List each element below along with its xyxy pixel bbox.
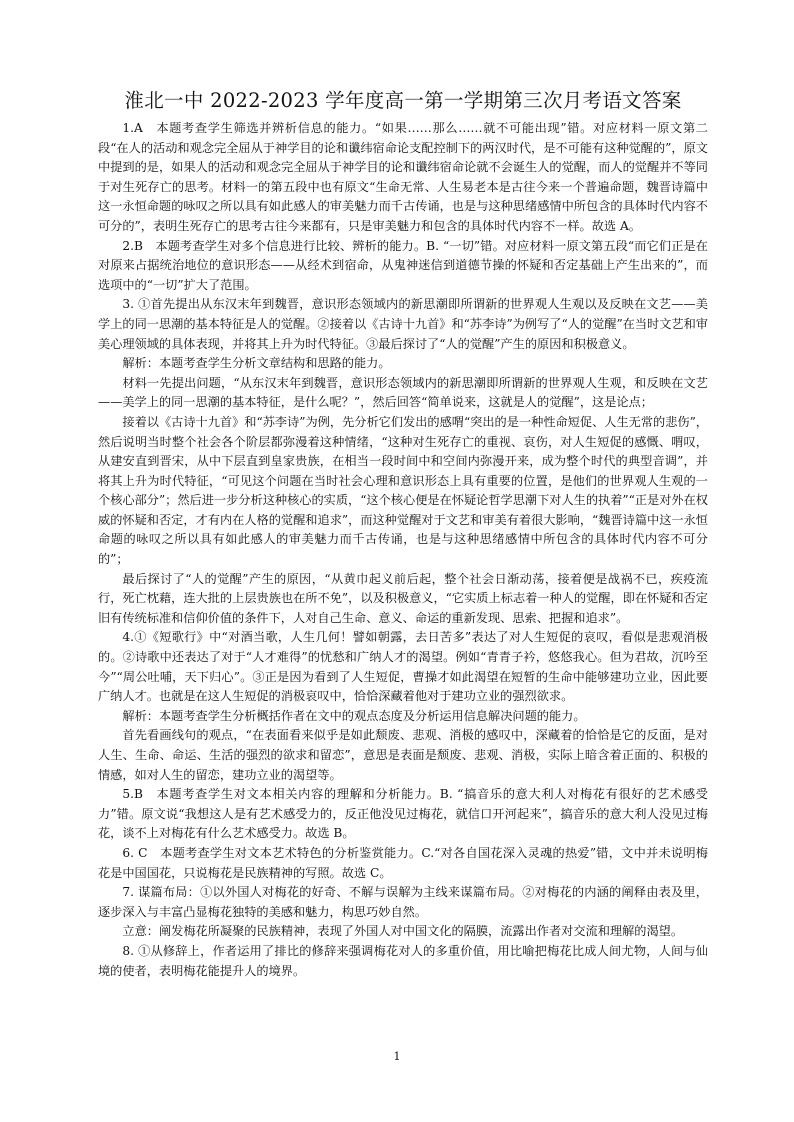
paragraph-q4-analysis-body: 首先看画线句的观点，“在表面看来似乎是如此颓废、悲观、消极的感叹中，深藏着的恰恰是它的反面，是对人生、生命、命运、生活的强烈的欲求和留恋”，意思是表面是颓废、悲观、消极，实际上暗含着正面的、积极的情感，如对人生的留恋，建功立业的渴望等。 xyxy=(98,728,708,782)
paragraph-q2-answer: 2.B 本题考查学生对多个信息进行比较、辨析的能力。B. “一切”错。对应材料一原文第五段“而它们正是在对原来占据统治地位的意识形态——从经术到宿命，从鬼神迷信到道德节操的怀疑和否定基础上产生出来的”，而选项中的“一切”扩大了范围。 xyxy=(98,238,708,292)
page-number: 1 xyxy=(393,1050,401,1063)
document-body xyxy=(98,119,708,981)
paragraph-q7-theme: 立意：阐发梅花所凝聚的民族精神，表现了外国人对中国文化的隔膜，流露出作者对交流和理解的渴望。 xyxy=(122,924,684,939)
paragraph-q3-answer: 3. ①首先提出从东汉末年到魏晋，意识形态领域内的新思潮即所谓新的世界观人生观以及反映在文艺——美学上的同一思潮的基本特征是人的觉醒。②接着以《古诗十九首》和“苏李诗”为例写了“人的觉醒”在当时文艺和审美心理领域的具体表现，并将其上升为时代特征。③最后探讨了“人的觉醒”产生的原因和积极意义。 xyxy=(98,297,708,351)
paragraph-q4-analysis: 解析：本题考查学生分析概括作者在文中的观点态度及分析运用信息解决问题的能力。 xyxy=(122,708,586,723)
paragraph-q3-analysis-conclusion: 最后探讨了“人的觉醒”产生的原因，“从黄巾起义前后起，整个社会日渐动荡，接着便是战祸不已，疾疫流行，死亡枕藉，连大批的上层贵族也在所不免”，以及积极意义，“它实质上标志着一种人的觉醒，即在怀疑和否定旧有传统标准和信仰价值的条件下，人对自己生命、意义、命运的重新发现、思索、把握和追求”。 xyxy=(98,571,708,625)
paragraph-q5-answer: 5.B 本题考查学生对文本相关内容的理解和分析能力。B. “搞音乐的意大利人对梅花有很好的艺术感受力”错。原文说“我想这人是有艺术感受力的，反正他没见过梅花，就信口开河起来”，搞音乐的意大利人没见过梅花，谈不上对梅花有什么艺术感受力。故选 B。 xyxy=(98,787,708,841)
paragraph-q8-answer: 8. ①从修辞上，作者运用了排比的修辞来强调梅花对人的多重价值，用比喻把梅花比成人间尤物，人间与仙境的使者，表明梅花能提升人的境界。 xyxy=(98,943,708,978)
paragraph-q4-answer: 4.①《短歌行》中“对酒当歌，人生几何！譬如朝露，去日苦多”表达了对人生短促的哀叹，看似是悲观消极的。②诗歌中还表达了对于“人才难得”的忧愁和广纳人才的渴望。例如“青青子衿，悠悠我心。但为君故，沉吟至今”“周公吐哺，天下归心”。③正是因为看到了人生短促，曹操才如此渴望在短暂的生命中能够建功立业，因此要广纳人才。也就是在这人生短促的消极哀叹中，恰恰深藏着他对于建功立业的强烈欲求。 xyxy=(98,630,708,704)
paragraph-q3-analysis-body: 接着以《古诗十九首》和“苏李诗”为例，先分析它们发出的感喟“突出的是一种性命短促、人生无常的悲伤”，然后说明当时整个社会各个阶层都弥漫着这种情绪，“这种对生死存亡的重视、哀伤，对人生短促的感慨、喟叹，从建安直到晋宋，从中下层直到皇家贵族，在相当一段时间中和空间内弥漫开来，成为整个时代的典型音调”，并将其上升为时代特征，“可见这个问题在当时社会心理和意识形态上具有重要的位置，是他们的世界观人生观的一个核心部分”；然后进一步分析这种核心的实质，“这个核心便是在怀疑论哲学思潮下对人生的执着”“正是对外在权威的怀疑和否定，才有内在人格的觉醒和追求”，而这种觉醒对于文艺和审美有着很大影响，“魏晋诗篇中这一永恒命题的咏叹之所以具有如此感人的审美魅力而千古传诵，也是与这种思绪感情中所包含的具体时代内容不可分的”； xyxy=(98,414,708,567)
paragraph-q1-answer: 1.A 本题考查学生筛选并辨析信息的能力。“如果……那么……就不可能出现”错。对应材料一原文第二段“在人的活动和观念完全屈从于神学目的论和谶纬宿命论支配控制下的两汉时代，是不可能有这种觉醒的”，原文中提到的是，如果人的活动和观念完全屈从于神学目的论和谶纬宿命论就不会诞生人的觉醒，而人的觉醒并不等同于对生死存亡的思考。材料一的第五段中也有原文“生命无常、人生易老本是古往今来一个普遍命题，魏晋诗篇中这一永恒命题的咏叹之所以具有如此感人的审美魅力而千古传诵，也是与这种思绪感情中所包含的具体时代内容不可分的”，表明生死存亡的思考古往今来都有，只是审美魅力和包含的具体时代内容不一样。故选 A。 xyxy=(98,121,708,233)
paragraph-q6-answer: 6. C 本题考查学生对文本艺术特色的分析鉴赏能力。C.“对各自国花深入灵魂的热爱”错，文中并未说明梅花是中国国花，只说梅花是民族精神的写照。故选 C。 xyxy=(98,845,708,880)
paragraph-q3-analysis: 解析：本题考查学生分析文章结构和思路的能力。 xyxy=(122,356,391,371)
paragraph-q7-answer: 7. 谋篇布局：①以外国人对梅花的好奇、不解与误解为主线来谋篇布局。②对梅花的内涵的阐释由表及里，逐步深入与丰富凸显梅花独特的美感和魅力，构思巧妙自然。 xyxy=(98,885,708,919)
paragraph-q3-analysis-intro: 材料一先提出问题，“从东汉末年到魏晋，意识形态领域内的新思潮即所谓新的世界观人生观，和反映在文艺——美学上的同一思潮的基本特征，是什么呢？”，然后回答“简单说来，这就是人的觉醒”，这是论点； xyxy=(98,375,708,410)
document-title: 淮北一中 2022-2023 学年度高一第一学期第三次月考语文答案 xyxy=(124,89,682,112)
